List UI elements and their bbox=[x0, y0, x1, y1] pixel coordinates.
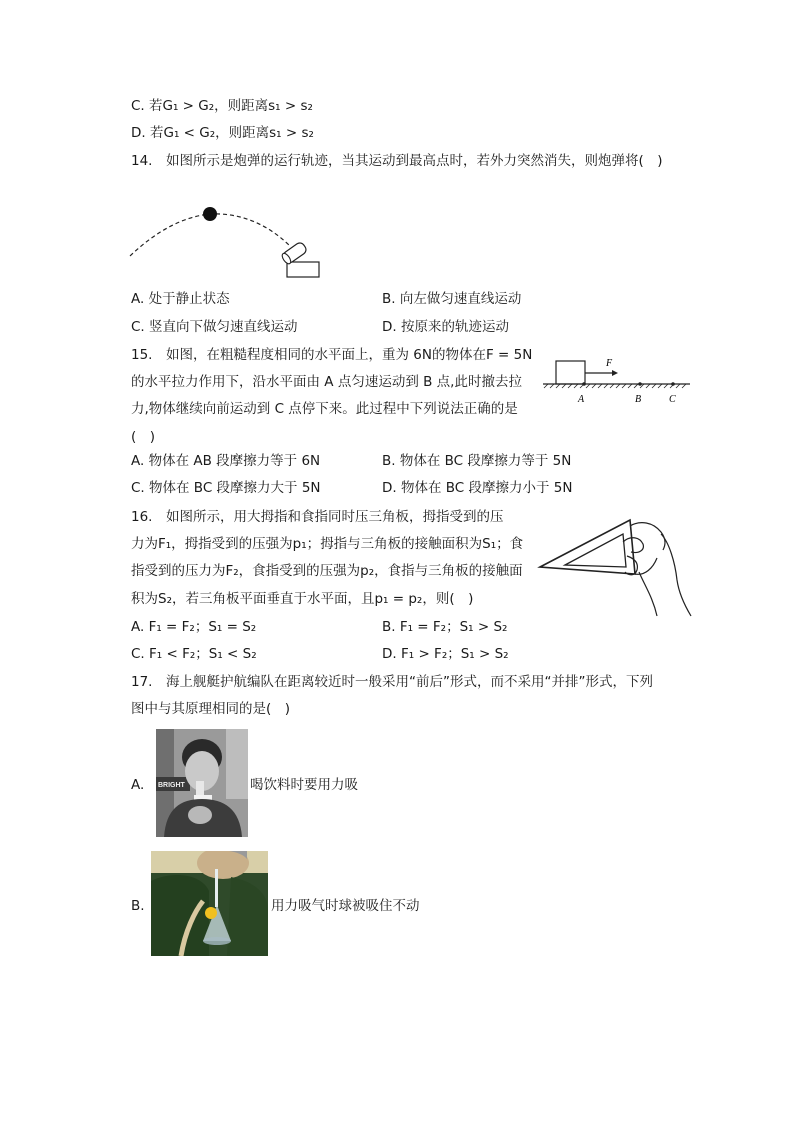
q16-stem-line4: 积为S₂，若三角板平面垂直于水平面，且p₁ = p₂，则( ) bbox=[131, 591, 474, 607]
bright-sign-text: BRIGHT bbox=[158, 782, 185, 789]
point-b-label: B bbox=[635, 394, 642, 405]
q17-option-a-label: A. bbox=[131, 777, 145, 793]
q13-option-d: D. 若G₁ < G₂，则距离s₁ > s₂ bbox=[131, 125, 314, 141]
q14-stem: 14. 如图所示是炮弹的运行轨迹，当其运动到最高点时，若外力突然消失，则炮弹将( ) bbox=[131, 153, 663, 169]
q15-option-b: B. 物体在 BC 段摩擦力等于 5N bbox=[382, 453, 572, 469]
cannon-base bbox=[287, 262, 319, 277]
boy-drinking-photo bbox=[156, 729, 248, 837]
point-c-dot bbox=[671, 382, 675, 386]
q15-stem-line2: 的水平拉力作用下，沿水平面由 A 点匀速运动到 B 点,此时撤去拉 bbox=[131, 374, 522, 390]
hand-outline bbox=[630, 523, 665, 550]
q15-stem-line1: 15. 如图，在粗糙程度相同的水平面上，重为 6N的物体在F = 5N bbox=[131, 347, 533, 363]
q14-option-a: A. 处于静止状态 bbox=[131, 291, 230, 307]
q16-option-c: C. F₁ < F₂；S₁ < S₂ bbox=[131, 646, 257, 662]
q16-stem-line1: 16. 如图所示，用大拇指和食指同时压三角板，拇指受到的压 bbox=[131, 509, 504, 525]
q17-stem-line1: 17. 海上舰艇护航编队在距离较近时一般采用“前后”形式，而不采用“并排”形式，下列 bbox=[131, 674, 653, 690]
q14-option-d: D. 按原来的轨迹运动 bbox=[382, 319, 509, 335]
q16-option-b: B. F₁ = F₂；S₁ > S₂ bbox=[382, 619, 508, 635]
q15-option-d: D. 物体在 BC 段摩擦力小于 5N bbox=[382, 480, 573, 496]
q13-option-c: C. 若G₁ > G₂，则距离s₁ > s₂ bbox=[131, 98, 313, 114]
force-label: F bbox=[606, 358, 613, 369]
cannonball-trajectory-figure bbox=[125, 198, 330, 283]
q14-option-c: C. 竖直向下做匀速直线运动 bbox=[131, 319, 298, 335]
q17-option-b-label: B. bbox=[131, 898, 145, 914]
point-c-label: C bbox=[669, 394, 676, 405]
point-b-dot bbox=[638, 382, 642, 386]
q15-stem-line3: 力,物体继续向前运动到 C 点停下来。此过程中下列说法正确的是 bbox=[131, 401, 518, 417]
q16-stem-line2: 力为F₁，拇指受到的压强为p₁；拇指与三角板的接触面积为S₁；食 bbox=[131, 536, 524, 552]
point-a-label: A bbox=[578, 394, 585, 405]
point-a-dot bbox=[582, 382, 586, 386]
q15-option-c: C. 物体在 BC 段摩擦力大于 5N bbox=[131, 480, 321, 496]
friction-block-figure bbox=[540, 350, 695, 410]
q15-option-a: A. 物体在 AB 段摩擦力等于 6N bbox=[131, 453, 321, 469]
block bbox=[556, 361, 585, 384]
q17-option-a-text: 喝饮料时要用力吸 bbox=[250, 777, 358, 793]
q15-stem-line4: ( ) bbox=[131, 429, 156, 445]
q16-stem-line3: 指受到的压力为F₂，食指受到的压强为p₂，食指与三角板的接触面 bbox=[131, 563, 523, 579]
q16-option-a: A. F₁ = F₂；S₁ = S₂ bbox=[131, 619, 257, 635]
ground-hatching bbox=[544, 384, 686, 388]
q16-option-d: D. F₁ > F₂；S₁ > S₂ bbox=[382, 646, 509, 662]
funnel-ball-photo bbox=[151, 851, 268, 956]
q17-stem-line2: 图中与其原理相同的是( ) bbox=[131, 701, 291, 717]
q14-option-b: B. 向左做匀速直线运动 bbox=[382, 291, 522, 307]
q17-option-b-text: 用力吸气时球被吸住不动 bbox=[271, 898, 420, 914]
hand-triangle-figure bbox=[535, 512, 695, 620]
cannonball bbox=[203, 207, 217, 221]
